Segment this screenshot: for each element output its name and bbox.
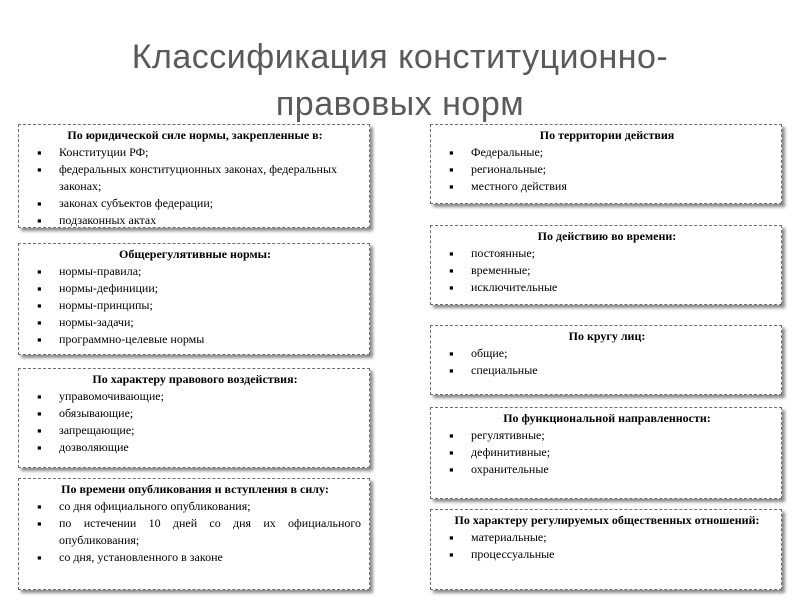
box-heading: По функциональной направленности: (503, 411, 711, 425)
list-item: ▪ охранительные (441, 461, 773, 478)
box-legal-force (18, 124, 370, 228)
box-heading: По действию во времени: (537, 229, 677, 243)
list-item: ▪ общие; (441, 345, 773, 362)
list-item: ▪ федеральных конституционных законах, федеральных законах; (29, 161, 361, 195)
list-item: ▪ запрещающие; (29, 422, 361, 439)
list-item: ▪ нормы-правила; (29, 263, 361, 280)
list-item: ▪ законах субъектов федерации; (29, 195, 361, 212)
list-item: ▪ Конституции РФ; (29, 144, 361, 161)
box-heading: Общерегулятивные нормы: (118, 247, 271, 261)
list-item: ▪ дозволяющие (29, 439, 361, 456)
list-item: ▪ со дня официального опубликования; (29, 498, 361, 515)
list-item: ▪ по истечении 10 дней со дня их официального опубликования; (29, 515, 361, 549)
list-item: ▪ региональные; (441, 161, 773, 178)
list-item: ▪ подзаконных актах (29, 212, 361, 229)
list-item: ▪ местного действия (441, 178, 773, 195)
box-heading: По времени опубликования и вступления в силу: (61, 482, 329, 496)
list-item: ▪ постоянные; (441, 245, 773, 262)
bullet-list (441, 345, 773, 379)
bullet-list (29, 144, 361, 229)
list-item: ▪ Федеральные; (441, 144, 773, 161)
box-time-action (430, 225, 782, 305)
box-legal-impact (18, 368, 370, 468)
box-heading: По характеру регулируемых общественных отношений: (454, 513, 760, 527)
bullet-list (29, 263, 361, 348)
bullet-list (29, 388, 361, 456)
list-item: ▪ нормы-задачи; (29, 314, 361, 331)
box-persons (430, 325, 782, 395)
title-line-1: Классификация конституционно- (131, 38, 669, 76)
slide-title (0, 34, 800, 128)
box-territory (430, 124, 782, 204)
title-line-2: правовых норм (275, 85, 525, 123)
list-item: ▪ управомочивающие; (29, 388, 361, 405)
bullet-list (441, 144, 773, 195)
box-relations (430, 509, 782, 590)
box-functional (430, 407, 782, 499)
box-heading: По территории действия (539, 128, 675, 142)
list-item: ▪ со дня, установленного в законе (29, 549, 361, 566)
bullet-list (29, 498, 361, 566)
bullet-list (441, 427, 773, 478)
list-item: ▪ обязывающие; (29, 405, 361, 422)
bullet-list (441, 245, 773, 296)
box-heading: По кругу лиц: (568, 329, 646, 343)
list-item: ▪ материальные; (441, 529, 773, 546)
list-item: ▪ нормы-принципы; (29, 297, 361, 314)
list-item: ▪ временные; (441, 262, 773, 279)
box-heading: По юридической силе нормы, закрепленные в: (67, 128, 323, 142)
list-item: ▪ регулятивные; (441, 427, 773, 444)
list-item: ▪ процессуальные (441, 546, 773, 563)
list-item: ▪ дефинитивные; (441, 444, 773, 461)
list-item: ▪ программно-целевые нормы (29, 331, 361, 348)
list-item: ▪ специальные (441, 362, 773, 379)
box-publication-time (18, 478, 370, 590)
list-item: ▪ исключительные (441, 279, 773, 296)
box-heading: По характеру правового воздействия: (92, 372, 298, 386)
list-item: ▪ нормы-дефиниции; (29, 280, 361, 297)
bullet-list (441, 529, 773, 563)
box-general-regulatory (18, 243, 370, 355)
